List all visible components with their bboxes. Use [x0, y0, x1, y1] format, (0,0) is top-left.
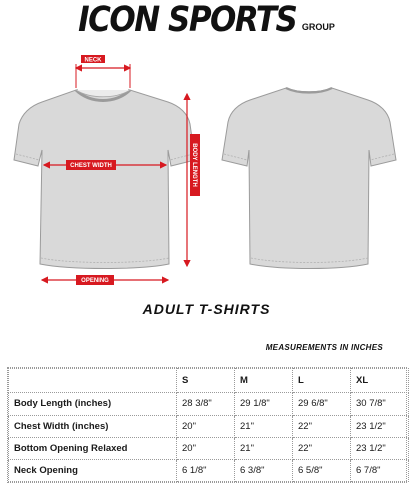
table-cell: 29 1/8": [235, 393, 293, 415]
table-cell: 6 1/8": [177, 459, 235, 481]
row-label: Neck Opening: [9, 459, 177, 481]
table-header-row: [9, 369, 409, 393]
table-cell: 30 7/8": [351, 393, 409, 415]
table-cell: 28 3/8": [177, 393, 235, 415]
row-label: Bottom Opening Relaxed: [9, 437, 177, 459]
table-cell: 6 7/8": [351, 459, 409, 481]
header-cell: L: [293, 369, 351, 393]
table-cell: 6 5/8": [293, 459, 351, 481]
header-cell: S: [177, 369, 235, 393]
table-cell: 23 1/2": [351, 415, 409, 437]
header-cell: XL: [351, 369, 409, 393]
header-cell: [9, 369, 177, 393]
neck-measure: [76, 55, 130, 88]
table-cell: 6 3/8": [235, 459, 293, 481]
row-label: Body Length (inches): [9, 393, 177, 415]
units-subtitle: MEASUREMENTS IN INCHES: [265, 343, 383, 352]
brand-logo: [0, 2, 413, 42]
header-cell: M: [235, 369, 293, 393]
table-cell: 20": [177, 415, 235, 437]
table-row: [9, 437, 409, 459]
page-title: ADULT T-SHIRTS: [142, 301, 271, 317]
back-shirt-icon: [222, 88, 396, 269]
table-cell: 29 6/8": [293, 393, 351, 415]
tshirt-diagram: [0, 44, 413, 294]
size-chart-table: [7, 367, 407, 483]
table-row: [9, 393, 409, 415]
table-cell: 22": [293, 437, 351, 459]
row-label: Chest Width (inches): [9, 415, 177, 437]
size-table: [8, 368, 409, 482]
opening-label: OPENING: [81, 278, 109, 285]
front-shirt-icon: [14, 90, 195, 269]
body-length-label: BODY LENGTH: [191, 143, 197, 187]
table-cell: 20": [177, 437, 235, 459]
table-cell: 21": [235, 437, 293, 459]
opening-measure: [42, 275, 168, 285]
chest-width-label: CHEST WIDTH: [70, 163, 112, 170]
neck-label: NECK: [84, 57, 102, 64]
brand-group: GROUP: [301, 22, 335, 32]
table-row: [9, 459, 409, 481]
table-row: [9, 415, 409, 437]
table-cell: 23 1/2": [351, 437, 409, 459]
table-cell: 22": [293, 415, 351, 437]
brand-name: ICON SPORTS: [78, 0, 297, 41]
table-cell: 21": [235, 415, 293, 437]
